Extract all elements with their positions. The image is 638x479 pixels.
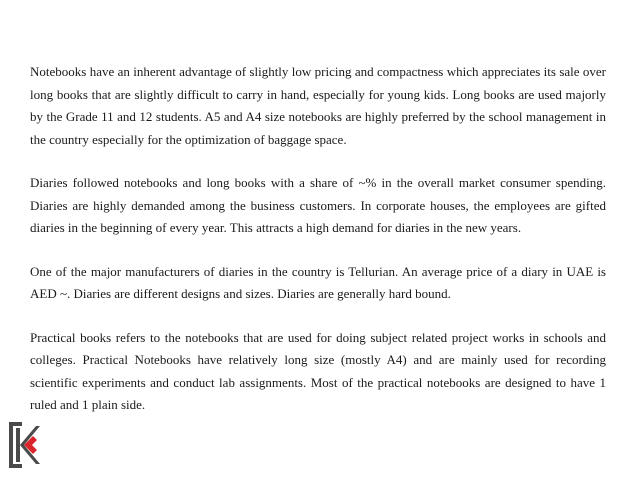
brand-k-logo-icon xyxy=(6,418,42,472)
logo-stem-shape xyxy=(16,428,20,462)
paragraph-manufacturers: One of the major manufacturers of diaries in the country is Tellurian. An average price of a diary in UAE is AED ~. Diaries are different designs and sizes. Diaries are generally hard bound. xyxy=(30,263,606,301)
paragraph-diaries: Diaries followed notebooks and long books with a share of ~% in the overall market consumer spending. Diaries are highly demanded among the business customers. In corporate houses, the employees are gifted diaries in the beginning of every year. This attracts a high demand for diaries in the new years. xyxy=(30,175,606,235)
document-body xyxy=(30,61,606,438)
paragraph-notebooks: Notebooks have an inherent advantage of slightly low pricing and compactness which appreciates its sale over long books that are slightly difficult to carry in hand, especially for young kids. Long books are used majorly by the Grade 11 and 12 students. A5 and A4 size notebooks are highly preferred by the school management in the country especially for the optimization of baggage space. xyxy=(30,64,606,147)
paragraph-practical-books: Practical books refers to the notebooks that are used for doing subject related project works in schools and colleges. Practical Notebooks have relatively long size (mostly A4) and are mainly used for recording scientific experiments and conduct lab assignments. Most of the practical notebooks are designed to have 1 ruled and 1 plain side. xyxy=(30,329,606,412)
